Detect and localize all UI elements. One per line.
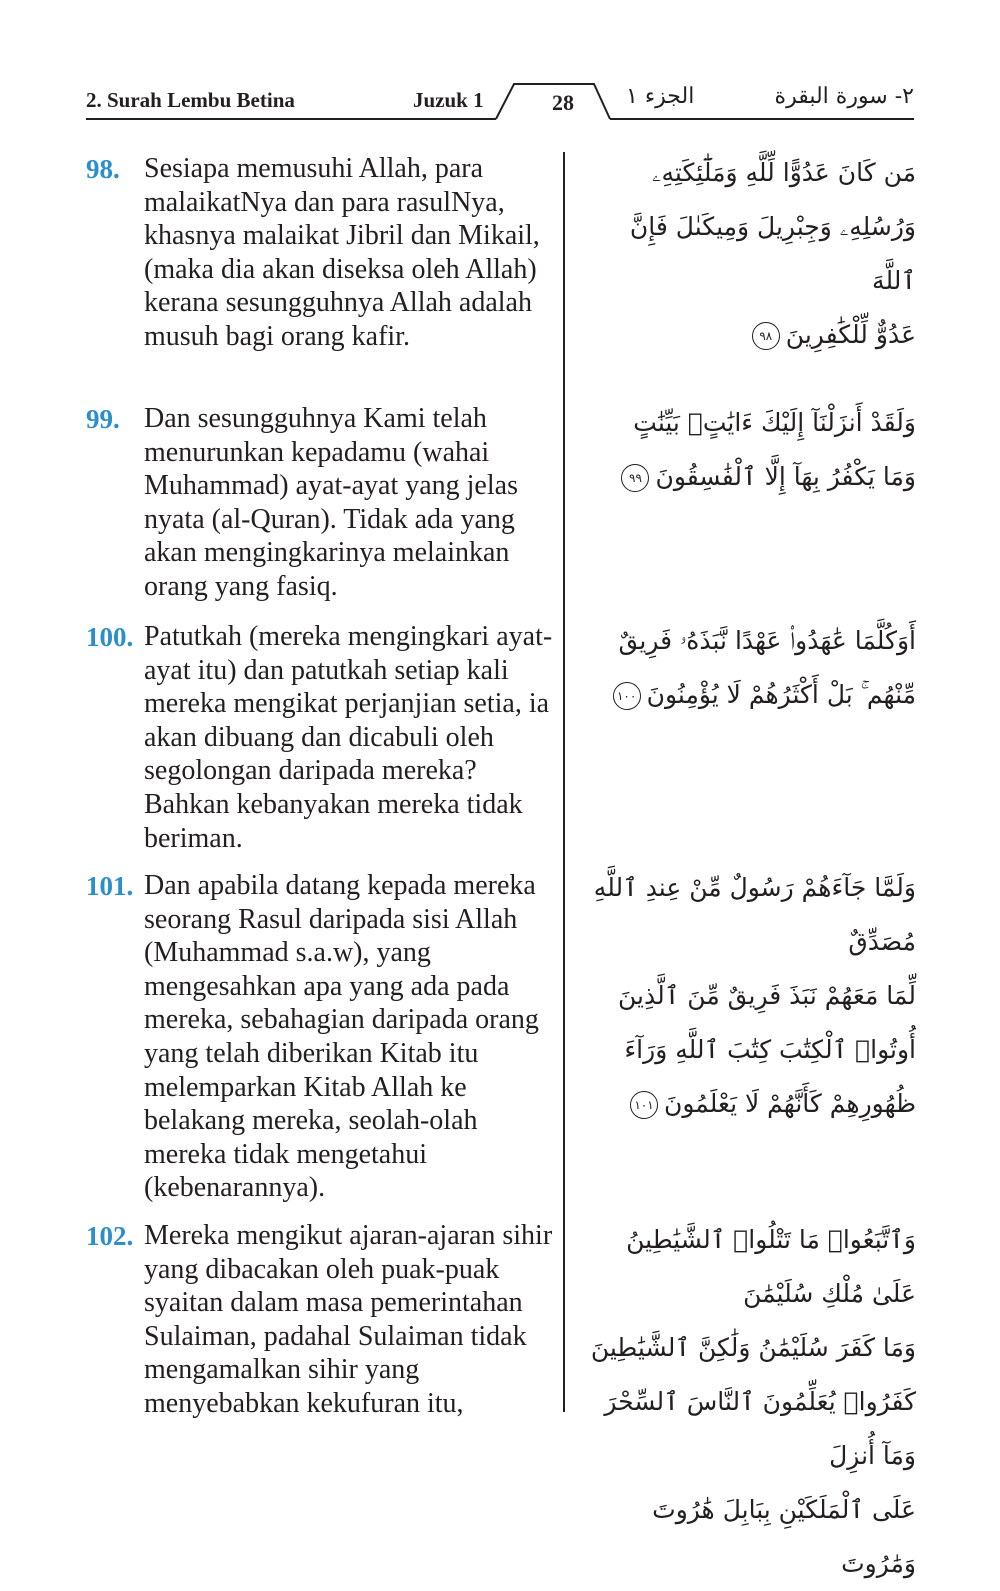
verse-99 <box>86 402 566 604</box>
ayah-end-marker: ١٠٠ <box>613 682 641 710</box>
verse-number: 99. <box>86 404 120 434</box>
arabic-line: وَلَقَدْ أَنزَلْنَآ إِلَيْكَ ءَايَٰتٍۭ بَيِّنَٰتٍ <box>633 408 916 437</box>
arabic-line: وَرُسُلِهِۦ وَجِبْرِيلَ وَمِيكَىٰلَ فَإِنَّ ٱللَّهَ <box>629 212 916 295</box>
arabic-line: كَفَرُوا۟ يُعَلِّمُونَ ٱلنَّاسَ ٱلسِّحْرَ وَمَآ أُنزِلَ <box>604 1387 916 1470</box>
verse-translation: Mereka mengikut ajaran-ajaran sihir yang dibacakan oleh puak-puak syaitan dalam masa pemerintahan Sulaiman, padahal Sulaiman tidak mengamalkan sihir yang menyebabkan kekufuran itu, <box>144 1220 553 1419</box>
arabic-line: ظُهُورِهِمْ كَأَنَّهُمْ لَا يَعْلَمُونَ١٠١ <box>586 1077 916 1131</box>
arabic-line: أَوَكُلَّمَا عَٰهَدُوا۟ عَهْدًا نَّبَذَهُۥ فَرِيقٌ <box>618 626 916 655</box>
verse-102-arabic <box>586 1213 916 1591</box>
arabic-line: أُوتُوا۟ ٱلْكِتَٰبَ كِتَٰبَ ٱللَّهِ وَرَآءَ <box>624 1035 916 1064</box>
verse-98-arabic <box>586 146 916 362</box>
arabic-line: مَن كَانَ عَدُوًّا لِّلَّهِ وَمَلَٰٓئِكَتِهِۦ <box>652 158 916 187</box>
verse-101-arabic <box>586 861 916 1131</box>
surah-arabic-title: ٢- سورة البقرة <box>774 84 914 109</box>
verse-100-arabic <box>586 614 916 722</box>
arabic-line: وَلَمَّا جَآءَهُمْ رَسُولٌ مِّنْ عِندِ ٱللَّهِ مُصَدِّقٌ <box>593 873 916 956</box>
verse-102 <box>86 1219 566 1421</box>
verse-translation: Dan sesungguhnya Kami telah menurunkan kepadamu (wahai Muhammad) ayat-ayat yang jelas nyata (al-Quran). Tidak ada yang akan mengingkarinya melainkan orang yang fasiq. <box>144 403 518 602</box>
arabic-line: عَلَى ٱلْمَلَكَيْنِ بِبَابِلَ هَٰرُوتَ وَمَٰرُوتَ <box>652 1495 916 1578</box>
arabic-line: مِّنْهُم ۚ بَلْ أَكْثَرُهُمْ لَا يُؤْمِنُونَ١٠٠ <box>586 668 916 722</box>
verse-100 <box>86 620 566 855</box>
verse-99-arabic <box>586 396 916 504</box>
arabic-line: وَمَا كَفَرَ سُلَيْمَٰنُ وَلَٰكِنَّ ٱلشَّيَٰطِينَ <box>590 1333 916 1362</box>
verse-number: 102. <box>86 1221 134 1251</box>
verse-translation: Dan apabila datang kepada mereka seorang Rasul daripada sisi Allah (Muhammad s.a.w), yang mengesahkan apa yang ada pada mereka, sebahagian daripada orang yang telah diberikan Kitab itu melemparkan Kitab Allah ke belakang mereka, seolah-olah mereka tidak mengetahui (kebenarannya). <box>144 870 539 1204</box>
page-header <box>86 78 914 122</box>
surah-title: 2. Surah Lembu Betina <box>86 88 295 112</box>
verse-translation: Patutkah (mereka mengingkari ayat-ayat itu) dan patutkah setiap kali mereka mengikat perjanjian setia, ia akan dibuang dan dicabuli oleh segolongan daripada mereka? Bahkan kebanyakan mereka tidak beriman. <box>144 621 553 854</box>
verse-translation: Sesiapa memusuhi Allah, para malaikatNya dan para rasulNya, khasnya malaikat Jibril dan Mikail, (maka dia akan diseksa oleh Allah) kerana sesungguhnya Allah adalah musuh bagi orang kafir. <box>144 153 540 352</box>
verse-98 <box>86 152 566 354</box>
verse-number: 101. <box>86 871 134 901</box>
arabic-line: عَدُوٌّ لِّلْكَٰفِرِينَ٩٨ <box>586 308 916 362</box>
juz-arabic-label: الجزء ١ <box>626 84 695 109</box>
page-number: 28 <box>552 90 574 115</box>
ayah-end-marker: ٩٨ <box>752 322 780 350</box>
arabic-line: وَٱتَّبَعُوا۟ مَا تَتْلُوا۟ ٱلشَّيَٰطِينُ عَلَىٰ مُلْكِ سُلَيْمَٰنَ <box>626 1225 916 1308</box>
arabic-line: وَمَا يَكْفُرُ بِهَآ إِلَّا ٱلْفَٰسِقُونَ٩٩ <box>586 450 916 504</box>
verse-101 <box>86 869 566 1205</box>
arabic-line: لِّمَا مَعَهُمْ نَبَذَ فَرِيقٌ مِّنَ ٱلَّذِينَ <box>617 981 916 1010</box>
verse-number: 98. <box>86 154 120 184</box>
ayah-end-marker: ٩٩ <box>621 464 649 492</box>
juzuk-label: Juzuk 1 <box>413 88 484 112</box>
verse-number: 100. <box>86 622 134 652</box>
ayah-end-marker: ١٠١ <box>630 1091 658 1119</box>
